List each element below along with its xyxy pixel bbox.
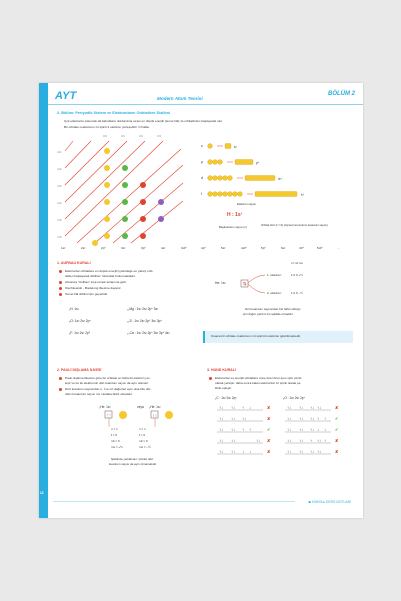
svg-text:✘: ✘ bbox=[267, 449, 271, 454]
svg-text:↑↓: ↑↓ bbox=[219, 405, 223, 410]
svg-text:↓: ↓ bbox=[249, 449, 251, 454]
carbon-config: ₆C : 1s² 2s² 2p² bbox=[215, 396, 237, 400]
svg-text:↑↓: ↑↓ bbox=[231, 449, 235, 454]
he-bracket bbox=[239, 271, 269, 301]
example-f: ₉F: 1s² 2s² 2p⁵ bbox=[69, 331, 91, 335]
example-s: ₁₆S : 1s² 2s² 2p⁶ 3s² 3p⁴ bbox=[127, 319, 162, 323]
svg-text:n=2: n=2 bbox=[57, 168, 62, 171]
svg-text:↑↓: ↑↓ bbox=[317, 449, 321, 454]
pauli-line-1: Pauli dışlama ilkesine göre bir orbitale en fazla iki elektron yer- bbox=[65, 376, 151, 380]
svg-text:↑↓: ↑↓ bbox=[219, 449, 223, 454]
bullet-icon bbox=[59, 293, 62, 296]
pauli-he-2: ₂He: 1s² bbox=[149, 405, 161, 409]
orbital-capacity-table bbox=[197, 139, 357, 227]
svg-text:↑↓: ↑↓ bbox=[287, 438, 291, 443]
pauli-or: veya bbox=[137, 405, 144, 409]
svg-text:↑: ↑ bbox=[310, 438, 312, 443]
qn-ml: mℓ = 0 bbox=[111, 439, 120, 443]
pauli-title: 2. PAULİ DIŞLAMA İLKESİ bbox=[57, 368, 102, 372]
s-superscript: s² bbox=[234, 145, 237, 149]
svg-text:↓: ↓ bbox=[324, 427, 326, 432]
electron-2-label: 2. elektron: bbox=[267, 291, 282, 295]
svg-text:↑↓: ↑↓ bbox=[299, 416, 303, 421]
svg-text:ℓ=3: ℓ=3 bbox=[157, 135, 161, 138]
svg-text:n=1: n=1 bbox=[57, 151, 62, 154]
svg-text:↑↓: ↑↓ bbox=[219, 416, 223, 421]
page-number: 12 bbox=[40, 491, 44, 495]
svg-text:↓: ↓ bbox=[317, 427, 319, 432]
svg-text:↑↓: ↑↓ bbox=[310, 405, 314, 410]
bullet-icon bbox=[59, 287, 62, 290]
example-mg: ₁₂Mg : 1s² 2s² 2p⁶ 3s² bbox=[127, 307, 159, 311]
oxygen-config: ₈O : 1s² 2s² 2p⁴ bbox=[283, 396, 305, 400]
svg-text:✘: ✘ bbox=[335, 405, 339, 410]
svg-text:↑↓: ↑↓ bbox=[317, 405, 321, 410]
electron-count-note: Elektron sayısı bbox=[237, 202, 256, 206]
footer-rule bbox=[53, 501, 295, 502]
svg-text:↑: ↑ bbox=[242, 427, 244, 432]
qn-columns: n ℓ mℓ ms bbox=[291, 261, 303, 265]
svg-text:✔: ✔ bbox=[335, 416, 339, 421]
aufbau-bullet-1b: talden başlayarak dizilirler. Istisnalar bulunmaktadır. bbox=[65, 274, 136, 278]
he-label: He: 1s² bbox=[215, 281, 226, 285]
aufbau-title: 1. AUFBAU KURALI bbox=[57, 261, 91, 265]
svg-text:f: f bbox=[201, 192, 202, 196]
svg-text:✘: ✘ bbox=[267, 405, 271, 410]
hund-orbital-boxes bbox=[215, 401, 355, 469]
svg-text:✔: ✔ bbox=[267, 427, 271, 432]
aufbau-bullet-1: Elektronlar orbitallere en düşük enerjili (çekirdeğe en yakın) orbi- bbox=[65, 269, 154, 273]
bullet-icon bbox=[209, 377, 212, 380]
electron-2-values: 1 0 0 −½ bbox=[291, 291, 303, 295]
qn-ms: ms = +½ bbox=[111, 445, 123, 449]
aufbau-bullet-4: Temel hâl dizilimi için geçerlidir. bbox=[65, 292, 108, 296]
electron-1-values: 1 0 0 +½ bbox=[291, 273, 303, 277]
madelung-diagram bbox=[55, 131, 195, 249]
svg-text:↓: ↓ bbox=[249, 405, 251, 410]
svg-text:↑↓: ↑↓ bbox=[287, 449, 291, 454]
bullet-icon bbox=[59, 281, 62, 284]
svg-text:↑↓: ↑↓ bbox=[231, 405, 235, 410]
pauli-he-1: ₂He: 1s² bbox=[99, 405, 111, 409]
svg-text:↑↓: ↑↓ bbox=[219, 438, 223, 443]
aufbau-bullet-2: Almanca "Aufbau" inşa etmek anlamına gelir. bbox=[65, 280, 127, 284]
svg-text:↑↓: ↑↓ bbox=[310, 427, 314, 432]
svg-text:↑↓: ↑↓ bbox=[299, 427, 303, 432]
svg-text:n=4: n=4 bbox=[57, 202, 62, 205]
svg-text:↑: ↑ bbox=[324, 416, 326, 421]
intro-line-2: Bir orbitale maksimum zıt spinli 2 elektron yerleşebilir. O hâlde, bbox=[64, 125, 150, 129]
svg-text:✘: ✘ bbox=[335, 449, 339, 454]
svg-text:s: s bbox=[201, 144, 203, 148]
svg-text:↑↓: ↑↓ bbox=[299, 405, 303, 410]
svg-text:↑↓: ↑↓ bbox=[287, 416, 291, 421]
pauli-diagram bbox=[101, 409, 181, 429]
pauli-line-2: Dört kuantum sayısından n, ℓ ve mℓ değerleri aynı olsa bile dör- bbox=[65, 387, 152, 391]
svg-text:ℓ=1: ℓ=1 bbox=[121, 135, 125, 138]
diagonal-arrows bbox=[65, 141, 183, 243]
hund-line-2: olarak yerleşir, daha sonra kalan elektronlar zıt spinli olarak şe- bbox=[215, 381, 302, 385]
bullet-icon bbox=[59, 388, 62, 391]
svg-text:↑: ↑ bbox=[324, 438, 326, 443]
pauli-line-2b: düncü kuantum sayısı ms mutlaka farklı olmalıdır. bbox=[65, 392, 133, 396]
svg-text:✘: ✘ bbox=[267, 438, 271, 443]
svg-text:↑↓: ↑↓ bbox=[299, 438, 303, 443]
bullet-icon bbox=[59, 377, 62, 380]
d-superscript: d¹⁰ bbox=[278, 177, 283, 181]
page bbox=[39, 83, 363, 518]
svg-text:↑↓: ↑↓ bbox=[231, 416, 235, 421]
svg-text:↑↑: ↑↑ bbox=[106, 412, 112, 419]
he-caption-2: için doğru yazılım bu şekilde olmalıdır. bbox=[243, 312, 294, 316]
tip-text: Kısaca bir orbitale maksimum zıt spinli iki elektron girebilmektedir. bbox=[211, 334, 301, 338]
hydrogen-config: H : 1s¹ bbox=[227, 212, 243, 218]
svg-text:↓: ↓ bbox=[242, 449, 244, 454]
qn-n: n = 1 bbox=[111, 427, 118, 431]
svg-text:⇅: ⇅ bbox=[242, 281, 247, 288]
left-sidebar-band bbox=[39, 83, 48, 518]
electron-1-label: 1. elektron: bbox=[267, 273, 282, 277]
svg-text:↑: ↑ bbox=[249, 427, 251, 432]
chapter-label: BÖLÜM 2 bbox=[328, 91, 355, 97]
hund-line-1: Elektronlar eş enerjili orbitallere önce birer birer aynı spin yönlü bbox=[215, 376, 302, 380]
svg-text:✘: ✘ bbox=[267, 416, 271, 421]
svg-text:↑: ↑ bbox=[242, 405, 244, 410]
p-superscript: p⁶ bbox=[256, 161, 260, 165]
svg-text:↑↓: ↑↓ bbox=[299, 449, 303, 454]
example-o: ₈O: 1s² 2s² 2p⁴ bbox=[69, 319, 91, 323]
svg-text:✘: ✘ bbox=[335, 438, 339, 443]
qn2-ml: mℓ = 0 bbox=[139, 439, 148, 443]
svg-text:p: p bbox=[201, 160, 203, 164]
svg-text:↑↓: ↑↓ bbox=[287, 405, 291, 410]
pauli-caption-1: Şeklinde yazılamaz. Çünkü dört bbox=[111, 457, 154, 461]
intro-line-1: Çok elektronlu sistemde alt kabuklann doldurulma sırası en düşük enerjili (temel hâl) 1s orbitalinden başlayarak olur. bbox=[64, 119, 223, 123]
pauli-caption-2: kuantum sayısı da aynı olmamalıdır. bbox=[109, 462, 158, 466]
aufbau-bullet-3: Klechkowski - Madelung ilkesine dayanır. bbox=[65, 286, 122, 290]
svg-text:↑↓: ↑↓ bbox=[310, 449, 314, 454]
svg-text:↑↓: ↑↓ bbox=[256, 438, 260, 443]
bullet-icon bbox=[59, 270, 62, 273]
svg-text:↑↓: ↑↓ bbox=[310, 416, 314, 421]
example-ca: ₂₀Ca : 1s² 2s² 2p⁶ 3s² 3p⁶ 4s² bbox=[127, 331, 170, 335]
header-divider bbox=[48, 104, 363, 105]
orbital-type-label: Orbital türü (ℓ = 0) (Açısal momentum kuantum sayısı) bbox=[261, 223, 328, 227]
svg-text:↑↓: ↑↓ bbox=[219, 427, 223, 432]
footer-text: ▶ KİMYA ▸ DERS NOTLARI bbox=[308, 500, 351, 504]
svg-text:ℓ=2: ℓ=2 bbox=[139, 135, 143, 138]
he-caption-1: Dört kuantum sayısından biri farklı olduğu bbox=[245, 307, 301, 311]
svg-text:↑↓: ↑↓ bbox=[231, 427, 235, 432]
svg-text:↑↓: ↑↓ bbox=[317, 438, 321, 443]
hund-title: 3. HUND KURALI bbox=[207, 368, 236, 372]
qn2-n: n = 1 bbox=[139, 427, 146, 431]
qn2-l: ℓ = 0 bbox=[139, 433, 146, 437]
svg-text:n=3: n=3 bbox=[57, 185, 62, 188]
svg-text:✔: ✔ bbox=[335, 427, 339, 432]
hund-line-3: kilde eşleşir. bbox=[215, 386, 232, 390]
svg-text:↑↓: ↑↓ bbox=[287, 427, 291, 432]
svg-text:↑↓: ↑↓ bbox=[231, 438, 235, 443]
svg-text:↑: ↑ bbox=[317, 416, 319, 421]
example-h: ₁H: 1s¹ bbox=[69, 307, 79, 311]
svg-text:n=5: n=5 bbox=[57, 219, 62, 222]
svg-text:↓↓: ↓↓ bbox=[152, 412, 158, 419]
pauli-line-1b: leşir ve bu iki elektronun dört kuantum sayısı da aynı olamaz. bbox=[65, 381, 149, 385]
f-superscript: f¹⁴ bbox=[301, 193, 305, 197]
qn2-ms: ms = −½ bbox=[139, 445, 151, 449]
topic-title: Modern Atom Teorisi bbox=[157, 96, 203, 101]
svg-text:d: d bbox=[201, 176, 203, 180]
filling-sequence: 1s² 2s² 2p⁶ 3s² 3p⁶ 4s² 3d¹⁰ 4p⁶ 5s² 4d¹⁰ 5p⁶ 6s² 4f¹⁴ 5d¹⁰ ... bbox=[61, 246, 340, 250]
brand-title: AYT bbox=[55, 90, 77, 102]
svg-text:ℓ=0: ℓ=0 bbox=[103, 135, 107, 138]
principal-quantum-label: Başkuantum sayısı (n) bbox=[219, 225, 247, 229]
svg-text:n=6: n=6 bbox=[57, 236, 62, 239]
svg-text:↑↓: ↑↓ bbox=[242, 416, 246, 421]
section-title: 2. Bölüm: Periyodik Sistem ve Elektronların Orbitallere Dizilimi bbox=[57, 111, 170, 115]
qn-l: ℓ = 0 bbox=[111, 433, 118, 437]
